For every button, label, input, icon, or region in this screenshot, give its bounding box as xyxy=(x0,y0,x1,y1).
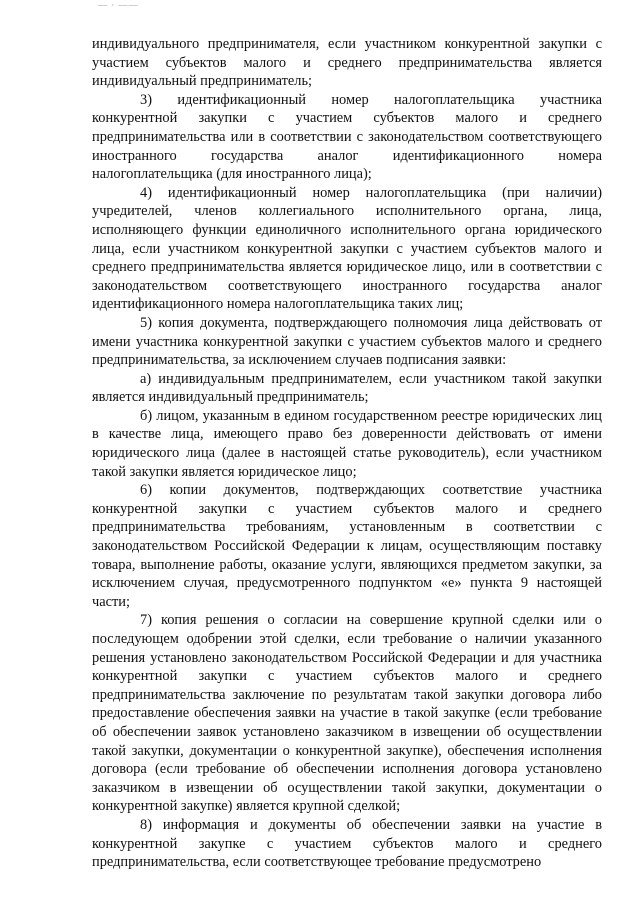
paragraph-item-8: 8) информация и документы об обеспечении заявки на участие в конкурентной закупке с участием субъектов малого и среднего предпринимательства, если соответствующее требование предусмотрено xyxy=(92,816,602,871)
paragraph-item-4: 4) идентификационный номер налогоплательщика (при наличии) учредителей, членов коллегиального исполнительного органа, лица, исполняющего функции единоличного исполнительного органа юридического лица, если участником конкурентной закупки с участием субъектов малого и среднего предпринимательства является юридическое лицо, или в соответствии с законодательством соответствующего иностранного государства аналог идентификационного номера налогоплательщика таких лиц; xyxy=(92,184,602,313)
paragraph-item-5b: б) лицом, указанным в едином государственном реестре юридических лиц в качестве лица, имеющего право без доверенности действовать от имени юридического лица (далее в настоящей статье руководитель), если участником такой закупки является юридическое лицо; xyxy=(92,407,602,480)
page-header-mark: — · —— xyxy=(98,0,139,10)
paragraph-item-5: 5) копия документа, подтверждающего полномочия лица действовать от имени участника конкурентной закупки с участием субъектов малого и среднего предпринимательства, за исключением случаев подписания заявки: xyxy=(92,314,602,369)
paragraph-item-5a: а) индивидуальным предпринимателем, если участником такой закупки является индивидуальный предприниматель; xyxy=(92,370,602,406)
paragraph-item-3: 3) идентификационный номер налогоплательщика участника конкурентной закупки с участием субъектов малого и среднего предпринимательства или в соответствии с законодательством соответствующего иностранного государства аналог идентификационного номера налогоплательщика (для иностранного лица); xyxy=(92,91,602,183)
paragraph-item-7: 7) копия решения о согласии на совершение крупной сделки или о последующем одобрении этой сделки, если требование о наличии указанного решения установлено законодательством Российской Федерации и для участника конкурентной закупки с участием субъектов малого и среднего предпринимательства заключение по результатам такой закупки договора либо предоставление обеспечения заявки на участие в такой закупке (если требование об обеспечении заявок установлено заказчиком в извещении об осуществлении такой закупки, документации о конкурентной закупке), обеспечения исполнения договора (если требование об обеспечении исполнения договора установлено заказчиком в извещении об осуществлении такой закупки, документации о конкурентной закупке) является крупной сделкой; xyxy=(92,612,602,815)
paragraph-item-6: 6) копии документов, подтверждающих соответствие участника конкурентной закупки с участием субъектов малого и среднего предпринимательства требованиям, установленным в соответствии с законодательством Российской Федерации к лицам, осуществляющим поставку товара, выполнение работы, оказание услуги, являющихся предметом закупки, за исключением случая, предусмотренного подпунктом «е» пункта 9 настоящей части; xyxy=(92,482,602,610)
paragraph-continuation: индивидуального предпринимателя, если участником конкурентной закупки с участием субъектов малого и среднего предпринимательства является индивидуальный предприниматель; xyxy=(92,36,602,90)
